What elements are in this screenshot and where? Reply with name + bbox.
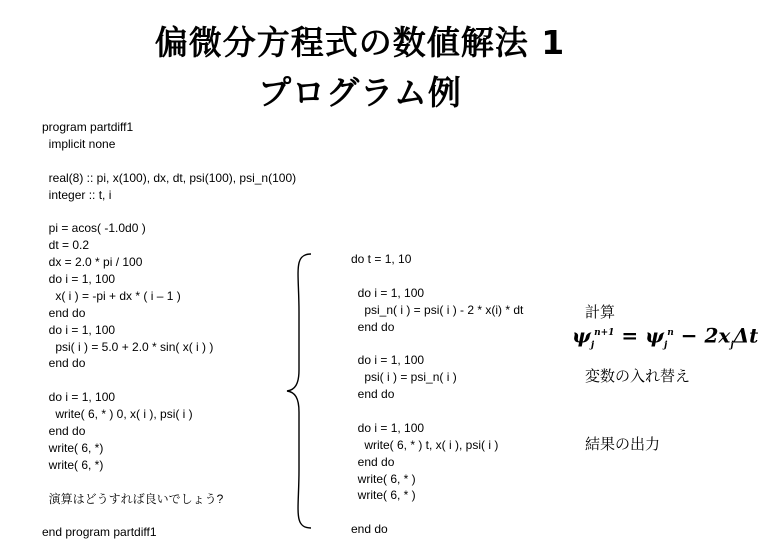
formula-psi: ψ — [572, 323, 591, 348]
code-line — [42, 372, 296, 389]
note-calc: 計算 — [585, 303, 616, 321]
code-line: do t = 1, 10 — [351, 252, 412, 266]
code-line: psi( i ) = psi_n( i ) — [351, 370, 457, 385]
code-line: write( 6, * ) — [351, 471, 416, 486]
code-line: end do — [351, 319, 395, 334]
code-line: integer :: t, i — [42, 187, 112, 202]
code-line — [42, 474, 296, 491]
code-line: implicit none — [42, 136, 116, 151]
code-line — [42, 153, 296, 170]
slide-title-line2: プログラム例 — [258, 73, 462, 112]
code-line: do i = 1, 100 — [351, 285, 425, 300]
code-line: dt = 0.2 — [42, 238, 90, 253]
code-line: end do — [42, 305, 86, 320]
curly-brace-icon — [285, 252, 315, 530]
code-line: psi_n( i ) = psi( i ) - 2 * x(i) * dt — [351, 302, 524, 317]
code-line: real(8) :: pi, x(100), dx, dt, psi(100), psi_n(100) — [42, 170, 297, 185]
code-line: 演算はどうすれば良いでしょう? — [42, 491, 224, 506]
right-code-block — [351, 251, 523, 538]
slide-title-line1: 偏微分方程式の数値解法 1 — [154, 23, 566, 62]
code-line: end do — [42, 356, 86, 371]
code-line: do i = 1, 100 — [42, 272, 116, 287]
note-swap: 変数の入れ替え — [585, 367, 691, 385]
code-line — [42, 507, 296, 524]
code-line: dx = 2.0 * pi / 100 — [42, 255, 143, 270]
code-line: end do — [42, 424, 86, 439]
code-line: program partdiff1 — [42, 120, 134, 134]
code-line: end do — [351, 522, 388, 537]
code-line: do i = 1, 100 — [351, 353, 425, 368]
code-line: psi( i ) = 5.0 + 2.0 * sin( x( i ) ) — [42, 339, 214, 354]
code-line: do i = 1, 100 — [351, 420, 425, 435]
code-line: write( 6, * ) 0, x( i ), psi( i ) — [42, 407, 193, 422]
code-line: write( 6, * ) — [351, 488, 416, 503]
code-line: write( 6, *) — [42, 457, 104, 472]
code-line — [351, 403, 523, 420]
code-line: pi = acos( -1.0d0 ) — [42, 221, 146, 236]
update-formula: $\psi_j^{n+1} = \psi_j^n - 2x_j\Delta t$ — [572, 323, 758, 351]
code-line — [351, 335, 523, 352]
code-line — [351, 504, 523, 521]
code-line: end do — [351, 387, 395, 402]
code-line: do i = 1, 100 — [42, 322, 116, 337]
code-line: do i = 1, 100 — [42, 390, 116, 405]
code-line: end program partdiff1 — [42, 525, 157, 540]
left-code-block — [42, 119, 296, 541]
note-output: 結果の出力 — [585, 435, 661, 453]
code-line: x( i ) = -pi + dx * ( i – 1 ) — [42, 288, 181, 303]
code-line: end do — [351, 454, 395, 469]
code-line: write( 6, * ) t, x( i ), psi( i ) — [351, 437, 499, 452]
code-line — [42, 203, 296, 220]
code-line: write( 6, *) — [42, 440, 104, 455]
code-line — [351, 268, 523, 285]
